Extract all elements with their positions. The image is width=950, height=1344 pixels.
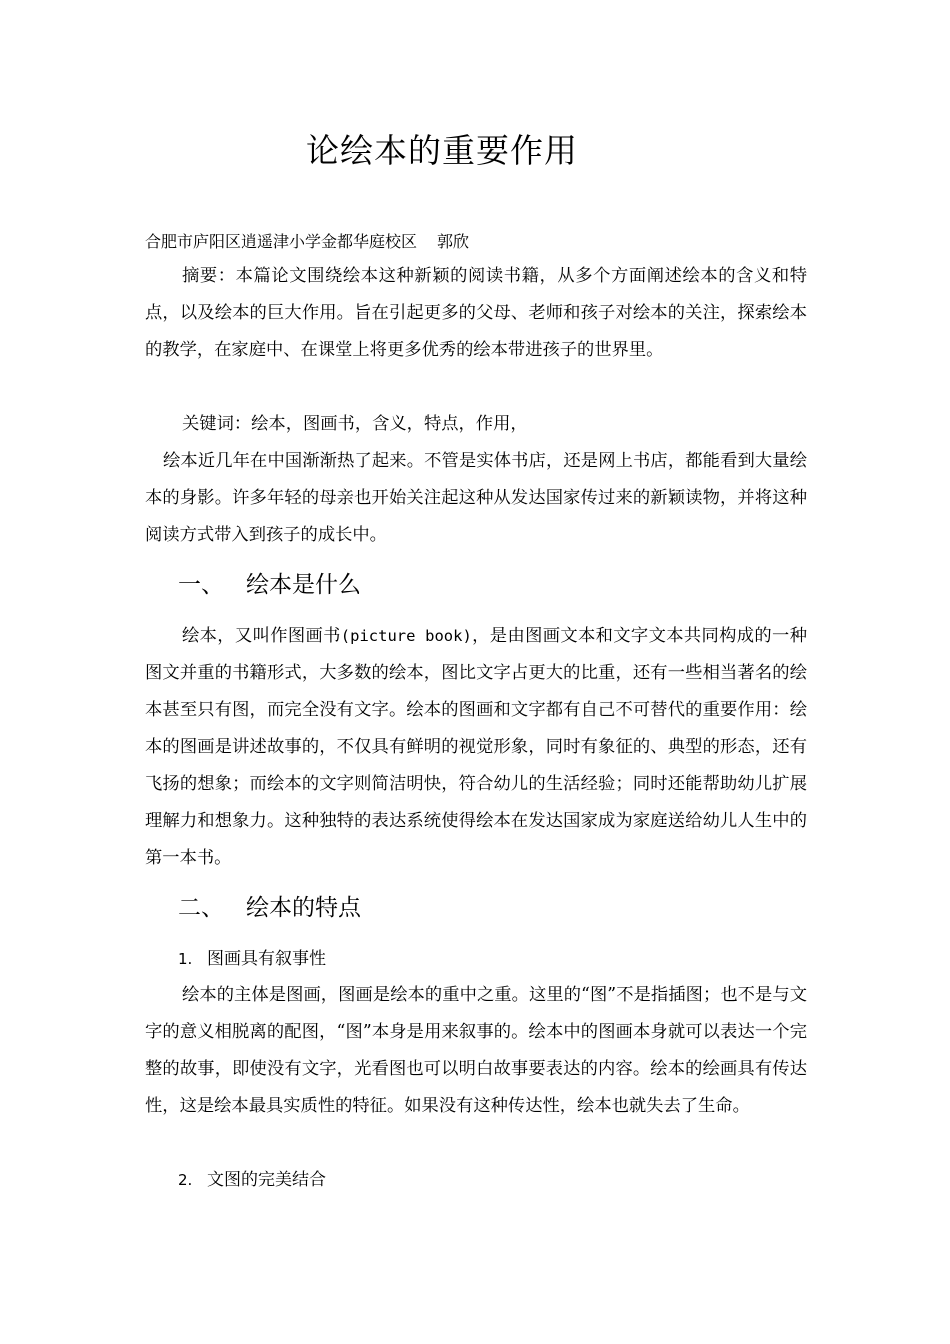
keywords-label: 关键词： — [182, 414, 252, 434]
section-1-body-latin: (picture book) — [340, 627, 472, 645]
subsection-2-number: 2. — [178, 1171, 193, 1189]
subsection-1-body: 绘本的主体是图画，图画是绘本的重中之重。这里的“图”不是指插图；也不是与文字的意义相脱离的配图，“图”本身是用来叙事的。绘本中的图画本身就可以表达一个完整的故事，即使没有文字，光看图也可以明白故事要表达的内容。绘本的绘画具有传达性，这是绘本最具实质性的特征。如果没有这种传达性，绘本也就失去了生命。 — [145, 985, 807, 1116]
section-1-body-part2: ，是由图画文本和文字文本共同构成的一种图文并重的书籍形式，大多数的绘本，图比文字占更大的比重，还有一些相当著名的绘本甚至只有图，而完全没有文字。绘本的图画和文字都有自己不可替代的重要作用：绘本的图画是讲述故事的，不仅具有鲜明的视觉形象，同时有象征的、典型的形态，还有飞扬的想象；而绘本的文字则简洁明快，符合幼儿的生活经验；同时还能帮助幼儿扩展理解力和想象力。这种独特的表达系统使得绘本在发达国家成为家庭送给幼儿人生中的第一本书。 — [145, 626, 807, 868]
section-1-number: 一、 — [178, 572, 224, 598]
abstract-text: 本篇论文围绕绘本这种新颖的阅读书籍，从多个方面阐述绘本的含义和特点，以及绘本的巨大作用。旨在引起更多的父母、老师和孩子对绘本的关注，探索绘本的教学，在家庭中、在课堂上将更多优秀的绘本带进孩子的世界里。 — [145, 266, 807, 360]
section-1-body — [145, 618, 807, 877]
section-2-heading — [178, 892, 361, 924]
subsection-1-number: 1. — [178, 950, 193, 968]
subsection-1-heading — [178, 946, 326, 972]
author-line — [145, 230, 469, 254]
abstract-label: 摘要： — [182, 266, 236, 286]
subsection-2-heading — [178, 1167, 326, 1193]
section-1-body-part1: 绘本，又叫作图画书 — [182, 626, 341, 646]
section-2-number: 二、 — [178, 895, 224, 921]
section-1-title: 绘本是什么 — [246, 572, 361, 598]
abstract-paragraph — [145, 258, 807, 369]
keywords-paragraph — [145, 406, 807, 443]
author-school: 合肥市庐阳区逍遥津小学金都华庭校区 — [145, 232, 418, 251]
author-name: 郭欣 — [437, 232, 470, 251]
subsection-2-title: 文图的完美结合 — [207, 1170, 326, 1190]
keywords-text: 绘本，图画书，含义，特点，作用， — [251, 414, 528, 434]
section-1-heading — [178, 569, 361, 601]
subsection-1-title: 图画具有叙事性 — [207, 949, 326, 969]
intro-paragraph: 绘本近几年在中国渐渐热了起来。不管是实体书店，还是网上书店，都能看到大量绘本的身影。许多年轻的母亲也开始关注起这种从发达国家传过来的新颖读物，并将这种阅读方式带入到孩子的成长中。 — [145, 451, 807, 545]
section-2-title: 绘本的特点 — [246, 895, 361, 921]
page-title: 论绘本的重要作用 — [306, 131, 578, 170]
